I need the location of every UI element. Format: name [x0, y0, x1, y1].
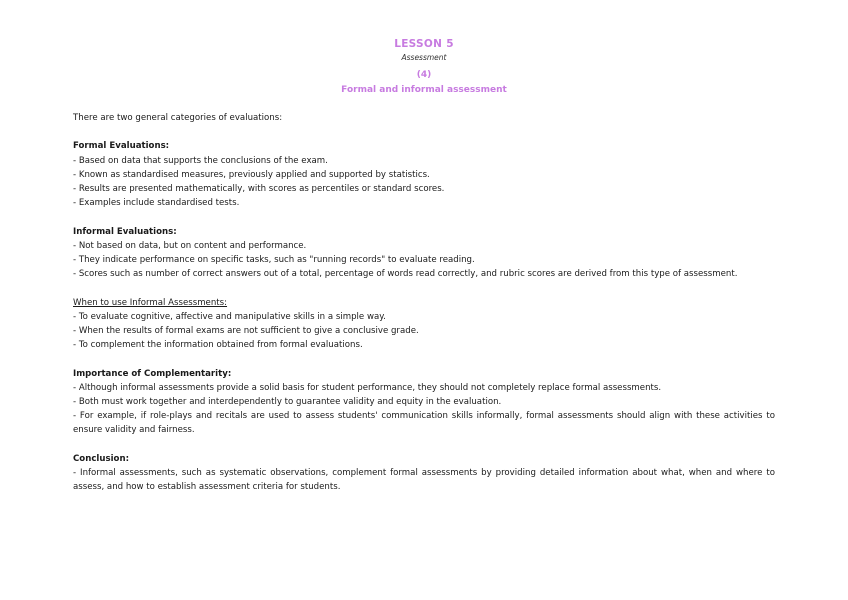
list-item: - Scores such as number of correct answers out of a total, percentage of words read correctly, and rubric scores are derived from this type of assessment.	[73, 269, 738, 280]
lesson-title: LESSON 5	[394, 38, 454, 50]
list-item: - Based on data that supports the conclusions of the exam.	[73, 155, 328, 166]
formal-evaluations-section	[73, 139, 775, 210]
complementarity-heading: Importance of Complementarity:	[73, 368, 232, 379]
lesson-subtitle: Assessment	[401, 53, 447, 62]
formal-heading: Formal Evaluations:	[73, 141, 170, 152]
complementarity-section	[73, 367, 775, 438]
list-item: - When the results of formal exams are not sufficient to give a conclusive grade.	[73, 326, 419, 336]
section-number: (4)	[416, 70, 432, 80]
list-item: - To complement the information obtained from formal evaluations.	[73, 340, 363, 351]
list-item: - Informal assessments, such as systematic observations, complement formal assessments by providing detailed information about what, when and where to assess, and how to establish assessment criteria for students.	[73, 468, 775, 493]
list-item: - Results are presented mathematically, with scores as percentiles or standard scores.	[73, 184, 445, 194]
document-header	[73, 37, 775, 96]
section-title: Formal and informal assessment	[341, 85, 507, 95]
list-item: - Although informal assessments provide a solid basis for student performance, they should not completely replace formal assessments.	[73, 382, 662, 393]
informal-evaluations-section	[73, 225, 775, 282]
list-item: - To evaluate cognitive, affective and manipulative skills in a simple way.	[73, 311, 386, 322]
informal-heading: Informal Evaluations:	[73, 226, 177, 237]
conclusion-heading: Conclusion:	[73, 453, 130, 464]
list-item: - Known as standardised measures, previously applied and supported by statistics.	[73, 169, 430, 180]
when-to-use-section	[73, 296, 775, 353]
intro-paragraph: There are two general categories of evaluations:	[73, 113, 283, 123]
document-body	[73, 111, 775, 494]
list-item: - For example, if role-plays and recitals are used to assess students' communication skills informally, formal assessments should align with these activities to ensure validity and fairness.	[73, 411, 775, 436]
list-item: - Both must work together and interdependently to guarantee validity and equity in the evaluation.	[73, 397, 502, 407]
list-item: - Examples include standardised tests.	[73, 198, 240, 209]
list-item: - They indicate performance on specific tasks, such as "running records" to evaluate reading.	[73, 255, 475, 265]
when-to-use-heading: When to use Informal Assessments:	[73, 297, 228, 308]
list-item: - Not based on data, but on content and performance.	[73, 240, 307, 251]
conclusion-section	[73, 452, 775, 495]
